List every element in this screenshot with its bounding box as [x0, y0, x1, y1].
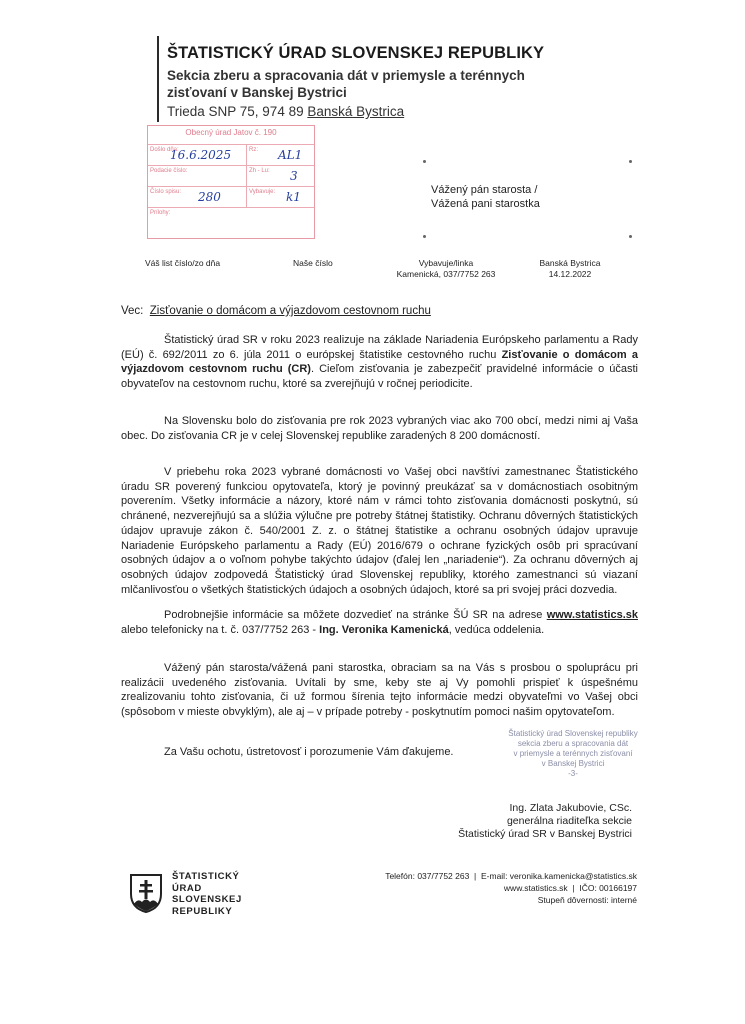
signer-name: Ing. Zlata Jakubovie, CSc.: [509, 802, 632, 814]
coat-of-arms-icon: [128, 872, 164, 919]
window-mark: [423, 235, 426, 238]
paragraph-3: V priebehu roka 2023 vybrané domácnosti vo Vašej obci navštívi zamestnanec Štatistického úradu SR poverený funkciou opytovateľa, ktorý je povinný preukázať sa v domácnostiach osobitným poverením. Všetky informácie a názory, ktoré nám v rámci tohto zisťovania domácnosti poskytnú, sú chránené, nezverejňujú sa a slúžia výlučne pre potreby štátnej štatistiky. Ochranu dôverných štatistických údajov upravuje zákon č. 540/2001 Z. z. o štátnej štatistike a ochranu osobných údajov upravuje Nariadenie Európskeho parlamentu a Rady (EÚ) 2016/679 o ochrane fyzických osôb pri spracúvaní osobných údajov a o voľnom pohybe takýchto údajov (ďalej len „nariadenie“). Za ochranu dôverných aj osobných údajov zodpovedá Štatistický úrad Slovenskej republiky, ktorého zamestnanci sú viazaní mlčanlivosťou o všetkých štatistických údajoch a osobných údajoch, ktoré sa pri svojej práci dozvedia.: [121, 466, 638, 596]
window-mark: [423, 160, 426, 163]
stamp-zh-value: 3: [290, 169, 298, 183]
stamp-title: Obecný úrad Jatov č. 190: [185, 128, 277, 137]
meta-our-number: Naše číslo: [293, 258, 333, 268]
footer-web[interactable]: www.statistics.sk: [503, 883, 568, 893]
website-link[interactable]: www.statistics.sk: [546, 609, 638, 621]
signature-block: [418, 802, 632, 841]
paragraph-4: Podrobnejšie informácie sa môžete dozvedieť na stránke ŠÚ SR na adrese www.statistics.sk alebo telefonicky na t. č. 037/7752 263 - Ing. Veronika Kamenická, vedúca oddelenia.: [121, 609, 638, 636]
stamp-handler: k1: [286, 190, 301, 204]
window-mark: [629, 235, 632, 238]
footer-contacts: Telefón: 037/7752 263 | E-mail: veronika.kamenicka@statistics.sk www.statistics.sk | IČO: 00166197 Stupeň dôvernosti: interné: [345, 870, 637, 906]
subject-line: Vec: Zisťovanie o domácom a výjazdovom cestovnom ruchu: [121, 305, 431, 317]
signer-org: Štatistický úrad SR v Banskej Bystrici: [458, 828, 632, 840]
addressee: Vážený pán starosta / Vážená pani starostka: [431, 184, 540, 210]
stamp-received-date: 16.6.2025: [170, 148, 232, 162]
logo-wordmark: ŠTATISTICKÝ ÚRAD SLOVENSKEJ REPUBLIKY: [172, 871, 242, 917]
header-rule: [157, 36, 159, 122]
stamp-file-number: 280: [198, 190, 221, 204]
registry-stamp: Obecný úrad Jatov č. 190 Došlo dňa: 16.6.2025 Rz: AL1 Podacie číslo: Zh - Lu: 3 Číslo spisu: 280 Vybavuje: k1 Prílohy:: [147, 125, 315, 239]
org-title: ŠTATISTICKÝ ÚRAD SLOVENSKEJ REPUBLIKY: [167, 44, 545, 62]
footer-email[interactable]: E-mail: veronika.kamenicka@statistics.sk: [480, 871, 637, 881]
footer-phone: Telefón: 037/7752 263: [385, 871, 470, 881]
signer-role: generálna riaditeľka sekcie: [506, 815, 632, 827]
meta-handled: Vybavuje/linka Kamenická, 037/7752 263: [396, 258, 496, 279]
footer-confidentiality: Stupeň dôvernosti: interné: [537, 895, 637, 905]
office-stamp: Štatistický úrad Slovenskej republiky sekcia zberu a spracovania dát v priemysle a terénnych zisťovaní v Banskej Bystrici -3-: [508, 729, 638, 778]
org-address: Trieda SNP 75, 974 89 Banská Bystrica: [167, 104, 405, 119]
window-mark: [629, 160, 632, 163]
paragraph-1: Štatistický úrad SR v roku 2023 realizuje na základe Nariadenia Európskeho parlamentu a Rady (EÚ) č. 692/2011 zo 6. júla 2011 o európskej štatistike cestovného ruchu Zisťovanie o domácom a výjazdovom cestovnom ruchu (CR). Cieľom zisťovania je zabezpečiť pravidelné informácie o účasti obyvateľov na cestovnom ruchu, ktoré sa zverejňujú v ročnej periodicite.: [121, 334, 638, 391]
section-title: Sekcia zberu a spracovania dát v priemysle a terénnych zisťovaní v Banskej Bystrici: [167, 68, 525, 100]
meta-date: Banská Bystrica 14.12.2022: [539, 258, 601, 279]
paragraph-6: Za Vašu ochotu, ústretovosť i porozumenie Vám ďakujeme.: [164, 746, 454, 758]
stamp-r-value: AL1: [278, 148, 303, 162]
meta-your-letter: Váš list číslo/zo dňa: [145, 258, 221, 268]
paragraph-5: Vážený pán starosta/vážená pani starostka, obraciam sa na Vás s prosbou o spoluprácu pri realizácii uvedeného zisťovania. Uvítali by sme, keby ste aj Vy pomohli prispieť k úspešnému zrealizovaniu tohto zisťovania, či už formou šírenia tejto informácie medzi obyvateľmi vo Vašej obci (spôsobom v mieste obvyklým), ale aj – v prípade potreby - poskytnutím pomoci našim opytovateľom.: [121, 662, 638, 719]
paragraph-2: Na Slovensku bolo do zisťovania pre rok 2023 vybraných viac ako 700 obcí, medzi nimi aj Vaša obec. Do zisťovania CR je v celej Slovenskej republike zaradených 8 200 domácností.: [121, 415, 638, 442]
footer-ico: IČO: 00166197: [579, 883, 637, 893]
